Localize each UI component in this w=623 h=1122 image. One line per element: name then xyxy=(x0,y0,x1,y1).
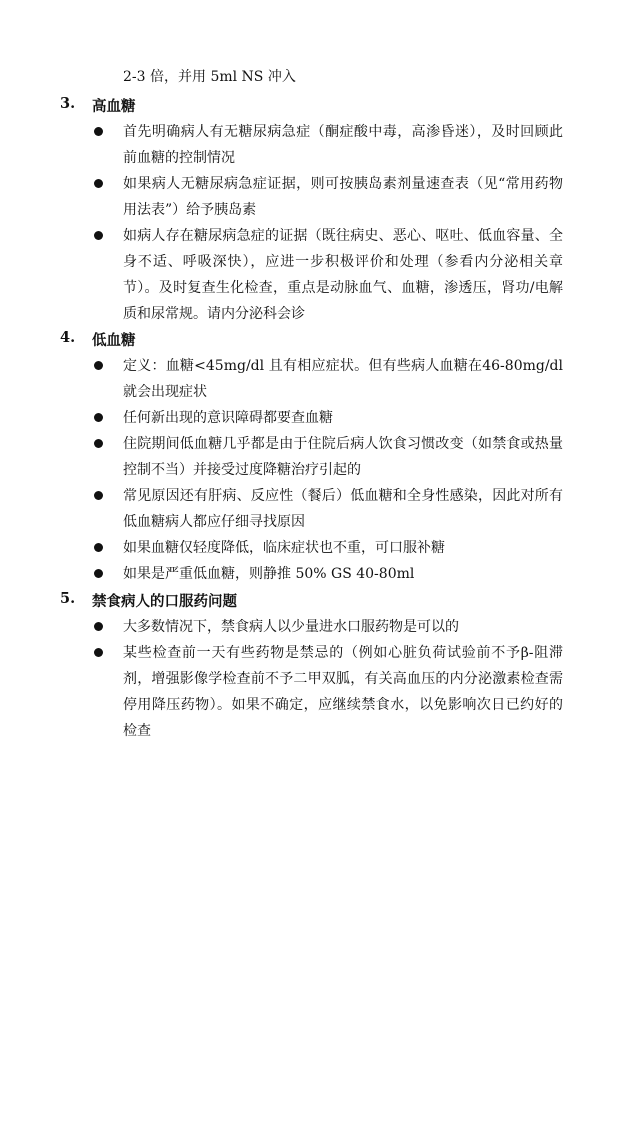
section-number: 3. xyxy=(60,95,76,112)
bullet-text: 如果血糖仅轻度降低，临床症状也不重，可口服补糖 xyxy=(123,540,445,556)
bullet-text: 任何新出现的意识障碍都要查血糖 xyxy=(123,410,333,426)
bullet-list xyxy=(0,119,623,327)
bullet-icon xyxy=(94,127,103,136)
bullet-icon xyxy=(94,491,103,500)
list-item xyxy=(0,223,623,327)
bullet-text: 住院期间低血糖几乎都是由于住院后病人饮食习惯改变（如禁食或热量控制不当）并接受过度降糖治疗引起的 xyxy=(123,436,563,478)
list-item xyxy=(0,171,623,223)
bullet-list xyxy=(0,614,623,744)
section-number: 4. xyxy=(60,329,76,346)
list-item xyxy=(0,119,623,171)
list-item xyxy=(0,614,623,640)
bullet-text: 首先明确病人有无糖尿病急症（酮症酸中毒，高渗昏迷），及时回顾此前血糖的控制情况 xyxy=(123,124,563,166)
bullet-list xyxy=(0,353,623,587)
list-item xyxy=(0,431,623,483)
bullet-text: 定义：血糖<45mg/dl 且有相应症状。但有些病人血糖在46-80mg/dl 就会出现症状 xyxy=(123,358,563,400)
bullet-text: 如果病人无糖尿病急症证据，则可按胰岛素剂量速查表（见“常用药物用法表”）给予胰岛素 xyxy=(123,176,563,218)
section-heading xyxy=(0,327,623,353)
bullet-icon xyxy=(94,179,103,188)
list-item xyxy=(0,483,623,535)
section-title: 禁食病人的口服药问题 xyxy=(92,593,237,610)
list-item xyxy=(0,561,623,587)
list-item xyxy=(0,405,623,431)
bullet-text: 某些检查前一天有些药物是禁忌的（例如心脏负荷试验前不予β-阻滞剂，增强影像学检查前不予二甲双胍，有关高血压的内分泌激素检查需停用降压药物）。如果不确定，应继续禁食水，以免影响次日已约好的检查 xyxy=(123,645,563,739)
bullet-icon xyxy=(94,361,103,370)
section-title: 低血糖 xyxy=(92,332,136,349)
bullet-text: 常见原因还有肝病、反应性（餐后）低血糖和全身性感染，因此对所有低血糖病人都应仔细寻找原因 xyxy=(123,488,563,530)
bullet-text: 如病人存在糖尿病急症的证据（既往病史、恶心、呕吐、低血容量、全身不适、呼吸深快），应进一步积极评价和处理（参看内分泌相关章节）。及时复查生化检查，重点是动脉血气、血糖，渗透压，肾功/电解质和尿常规。请内分泌科会诊 xyxy=(123,228,563,322)
section-hypoglycemia xyxy=(0,327,623,587)
bullet-icon xyxy=(94,569,103,578)
bullet-icon xyxy=(94,231,103,240)
bullet-icon xyxy=(94,648,103,657)
bullet-text: 大多数情况下，禁食病人以少量进水口服药物是可以的 xyxy=(123,619,459,635)
bullet-icon xyxy=(94,439,103,448)
bullet-icon xyxy=(94,543,103,552)
continuation-line: 2-3 倍，并用 5ml NS 冲入 xyxy=(123,69,296,85)
section-heading xyxy=(0,588,623,614)
section-title: 高血糖 xyxy=(92,98,136,115)
bullet-icon xyxy=(94,413,103,422)
bullet-text: 如果是严重低血糖，则静推 50% GS 40-80ml xyxy=(123,566,415,582)
list-item xyxy=(0,353,623,405)
section-heading xyxy=(0,93,623,119)
section-oral-medication-fasting xyxy=(0,588,623,744)
list-item xyxy=(0,640,623,744)
bullet-icon xyxy=(94,622,103,631)
section-hyperglycemia xyxy=(0,93,623,327)
list-item xyxy=(0,535,623,561)
section-number: 5. xyxy=(60,590,76,607)
